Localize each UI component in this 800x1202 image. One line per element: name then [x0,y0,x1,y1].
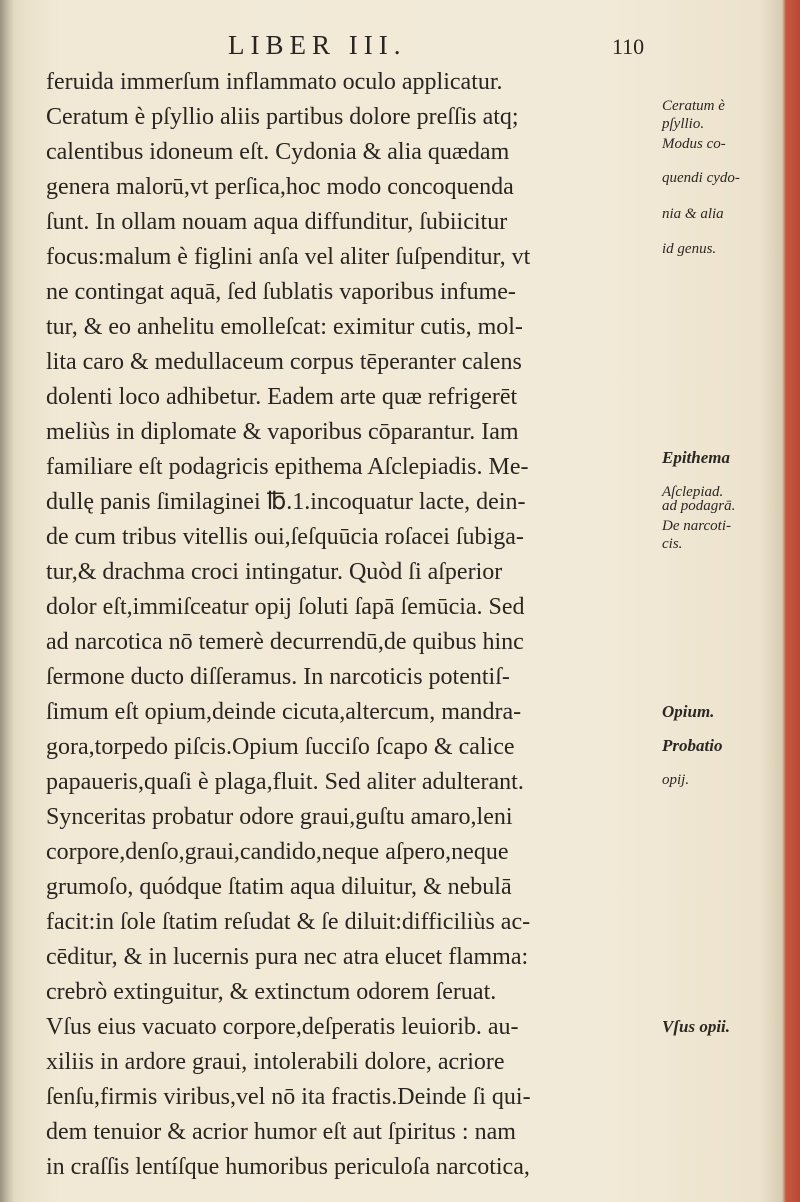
text-line: calentibus idoneum eſt. Cydonia & alia quædam [46,139,510,165]
text-line: tur,& drachma croci intingatur. Quòd ſi aſperior [46,559,503,585]
margin-note: Probatio [662,736,723,755]
text-line: ad narcotica nō temerè decurrendū,de quibus hinc [46,629,524,655]
text-line: ſermone ducto diſſeramus. In narcoticis potentiſ- [46,664,510,690]
running-title: LIBER III. [228,30,407,60]
page-number: 110 [612,34,645,59]
text-line: dolenti loco adhibetur. Eadem arte quæ refrigerēt [46,384,518,410]
text-line: ſenſu,firmis viribus,vel nō ita fractis.Deinde ſi qui- [46,1084,531,1110]
text-line: facit:in ſole ſtatim reſudat & ſe diluit:difficiliùs ac- [46,909,531,935]
margin-note: nia & alia [662,206,724,222]
margin-note: Modus co- [662,136,726,152]
text-line: xiliis in ardore graui, intolerabili dolore, acriore [46,1049,505,1075]
text-line: feruida immerſum inflammato oculo applicatur. [46,69,503,95]
margin-note: pſyllio. [662,116,705,132]
margin-note: cis. [662,536,683,552]
text-line: dolor eſt,immiſceatur opij ſoluti ſapā ſemūcia. Sed [46,594,525,620]
text-line: focus:malum è figlini anſa vel aliter ſuſpenditur, vt [46,244,531,270]
text-line: papaueris,quaſi è plaga,fluit. Sed aliter adulterant. [46,769,524,795]
margin-note: quendi cydo- [662,170,740,186]
text-line: Synceritas probatur odore graui,guſtu amaro,leni [46,804,513,830]
margin-note: Vſus opii. [662,1017,731,1036]
text-line: grumoſo, quódque ſtatim aqua diluitur, & nebulā [46,874,512,900]
margin-note: ad podagrā. [662,498,736,514]
margin-note: Ceratum è [662,98,725,114]
text-line: ſunt. In ollam nouam aqua diffunditur, ſubiicitur [46,209,508,235]
text-line: tur, & eo anhelitu emolleſcat: eximitur cutis, mol- [46,314,523,340]
page-header [0,30,800,70]
margin-note: De narcoti- [662,518,732,534]
text-line: corpore,denſo,graui,candido,neque aſpero,neque [46,839,509,865]
margin-note: id genus. [662,241,717,257]
text-line: genera malorū,vt perſica,hoc modo concoquenda [46,174,514,200]
text-line: in craſſis lentíſque humoribus periculoſa narcotica, [46,1154,530,1180]
text-line: dem tenuior & acrior humor eſt aut ſpiritus : nam [46,1119,516,1145]
margin-note: Opium. [662,702,715,721]
text-line: crebrò extinguitur, & extinctum odorem ſeruat. [46,979,497,1005]
margin-note: Aſclepiad. [662,484,724,500]
text-line: meliùs in diplomate & vaporibus cōparantur. Iam [46,419,519,445]
text-line: cēditur, & in lucernis pura nec atra elucet flamma: [46,944,529,970]
text-line: Vſus eius vacuato corpore,deſperatis leuiorib. au- [46,1014,519,1040]
text-line: Ceratum è pſyllio aliis partibus dolore preſſis atq; [46,104,519,130]
margin-note: opij. [662,772,690,788]
text-line: dullę panis ſimilaginei ℔.1.incoquatur lacte, dein- [46,489,526,515]
text-line: de cum tribus vitellis oui,ſeſquūcia roſacei ſubiga- [46,524,524,550]
text-line: familiare eſt podagricis epithema Aſclepiadis. Me- [46,454,529,480]
gutter-shadow [0,0,14,1202]
body-text [46,65,666,1185]
text-line: ſimum eſt opium,deinde cicuta,altercum, mandra- [46,699,522,725]
text-line: lita caro & medullaceum corpus tēperanter calens [46,349,522,375]
text-line: ne contingat aquā, ſed ſublatis vaporibus infume- [46,279,516,305]
margin-note: Epithema [662,448,731,467]
text-line: gora,torpedo piſcis.Opium ſucciſo ſcapo & calice [46,734,515,760]
